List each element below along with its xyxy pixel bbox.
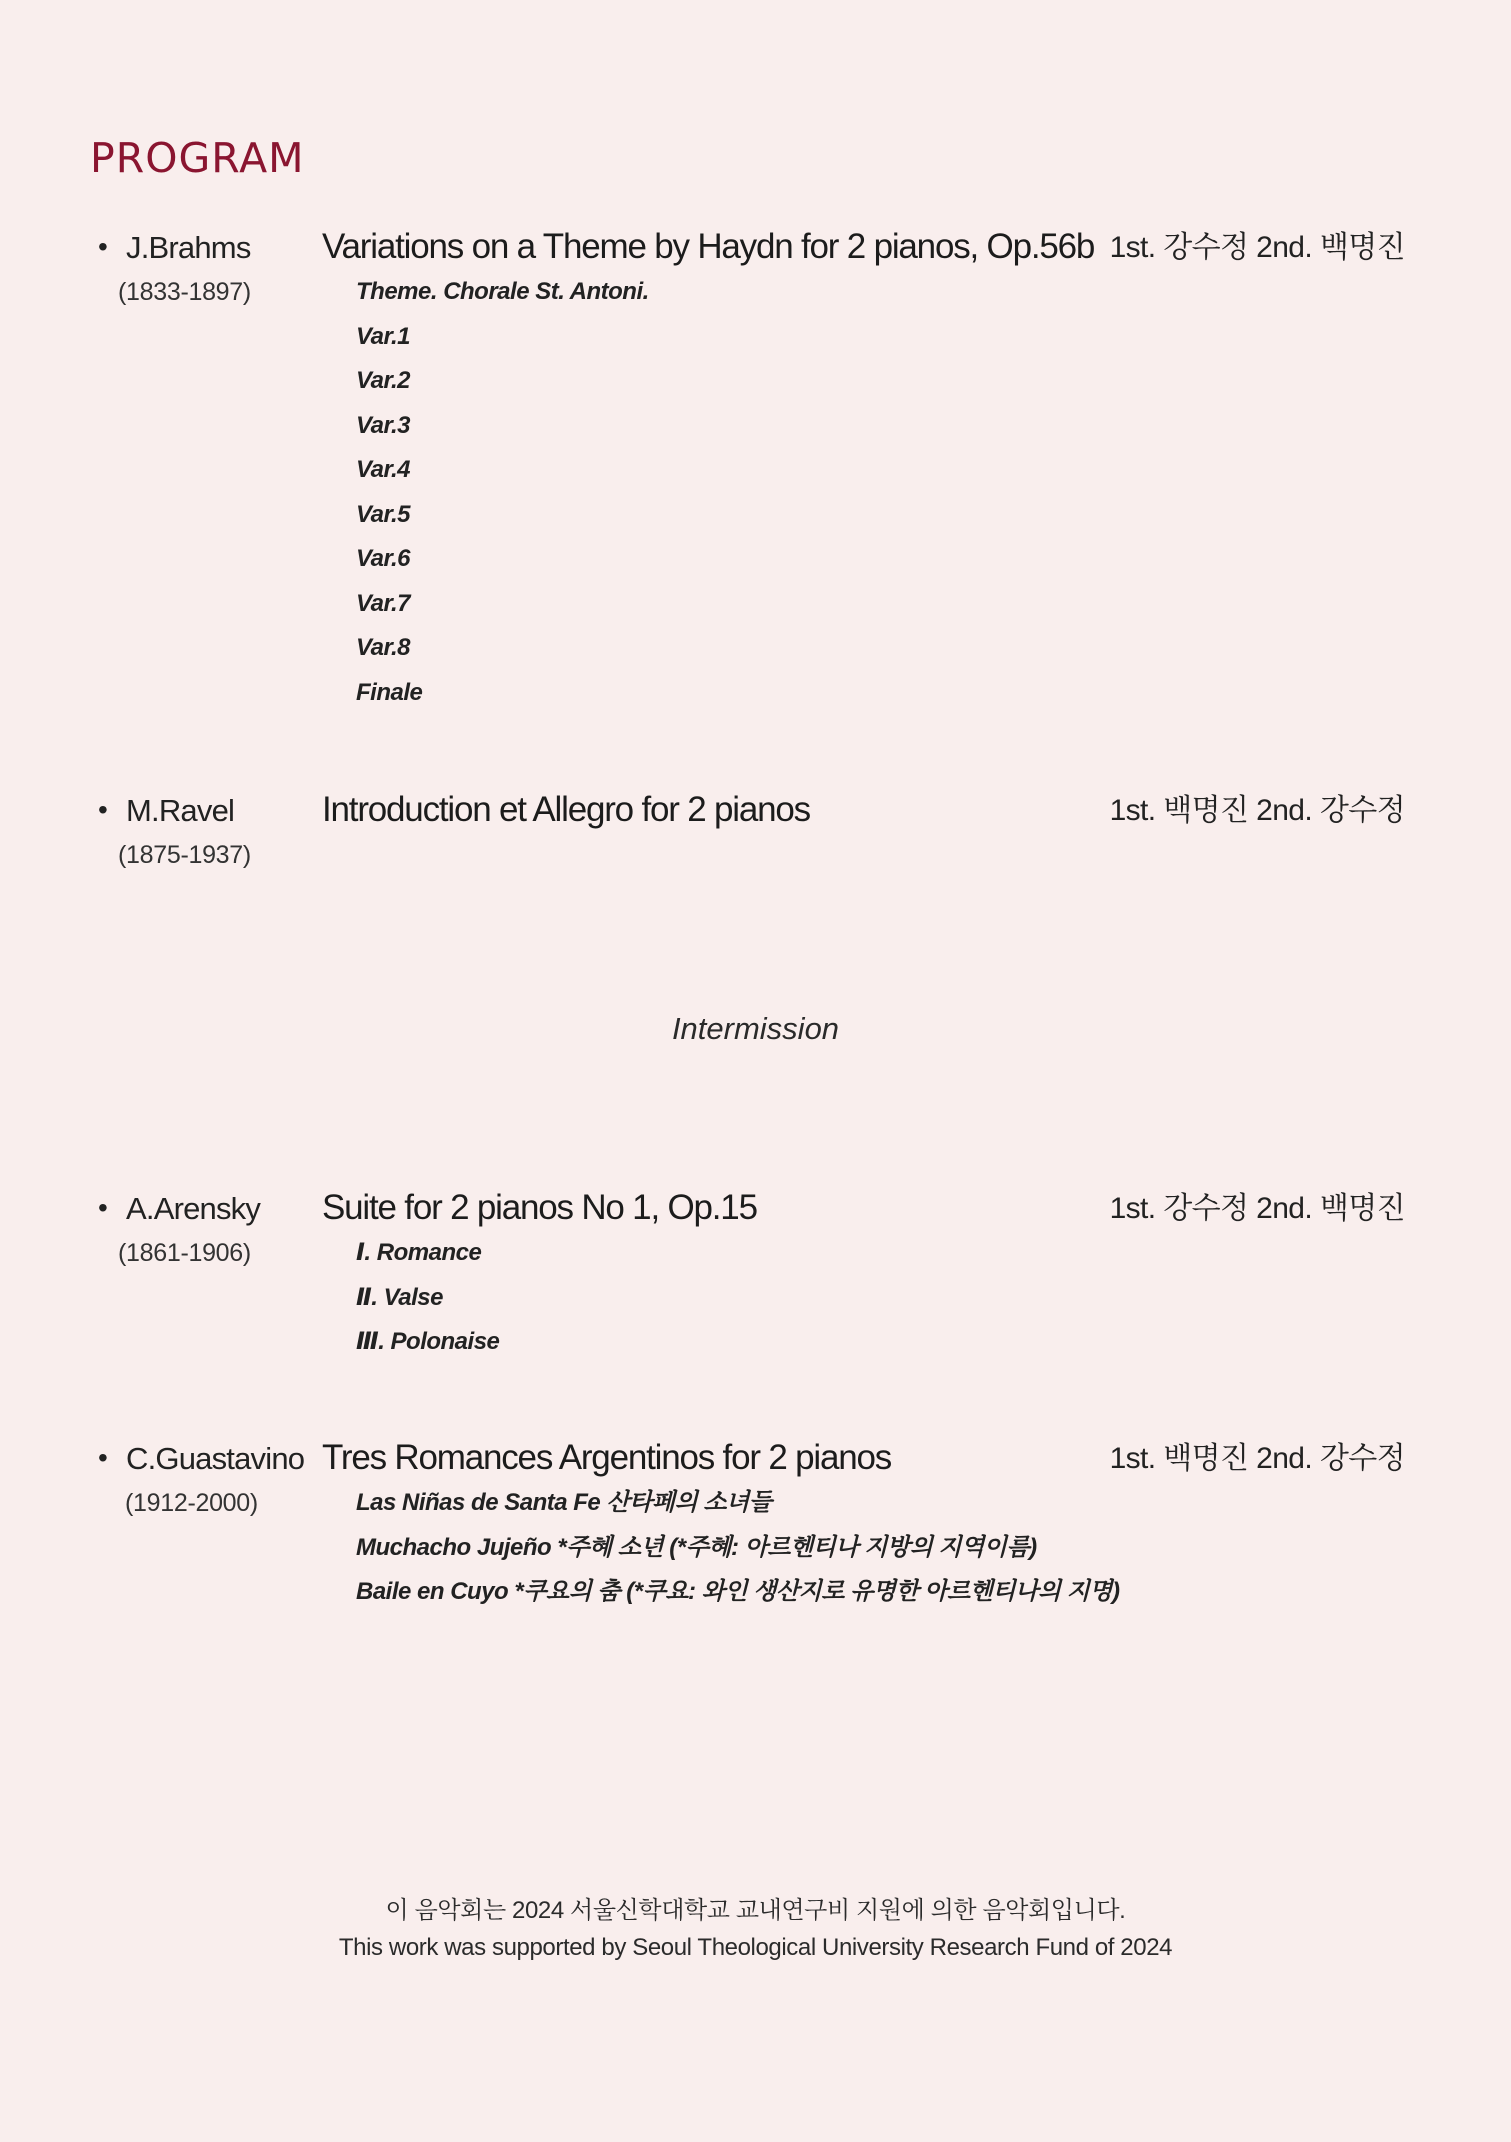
bullet: • <box>98 1192 108 1223</box>
movement-item: Ⅰ. Romance <box>356 1239 482 1266</box>
footer-english: This work was supported by Seoul Theological University Research Fund of 2024 <box>338 1934 1173 1961</box>
bullet: • <box>98 794 108 825</box>
performers: 1st. 백명진 2nd. 강수정 <box>1109 1442 1405 1475</box>
composer-years: (1912-2000) <box>125 1489 258 1517</box>
movement-item: Var.5 <box>356 500 410 528</box>
movement-item: Var.3 <box>356 411 410 439</box>
composer-years: (1833-1897) <box>118 278 251 306</box>
composer-name: C.Guastavino <box>126 1441 305 1476</box>
performers: 1st. 강수정 2nd. 백명진 <box>1109 231 1405 264</box>
program-heading: PROGRAM <box>90 134 305 182</box>
piece-title: Suite for 2 pianos No 1, Op.15 <box>322 1188 757 1227</box>
composer-years: (1875-1937) <box>118 841 251 869</box>
composer-name: J.Brahms <box>126 230 251 265</box>
composer-name: A.Arensky <box>126 1191 261 1226</box>
movement-item: Var.1 <box>356 322 410 350</box>
footer-korean: 이 음악회는 2024 서울신학대학교 교내연구비 지원에 의한 음악회입니다. <box>385 1897 1126 1924</box>
performers: 1st. 백명진 2nd. 강수정 <box>1109 794 1405 827</box>
movement-item: Var.2 <box>356 367 410 394</box>
composer-years: (1861-1906) <box>118 1239 251 1267</box>
movement-item: Las Niñas de Santa Fe 산타페의 소녀들 <box>356 1489 772 1516</box>
movement-item: Ⅱ. Valse <box>356 1283 443 1311</box>
movement-item: Muchacho Jujeño *주혜 소년 (*주혜: 아르헨티나 지방의 지역이름) <box>356 1533 1037 1561</box>
movement-item: Theme. Chorale St. Antoni. <box>356 278 649 305</box>
movement-item: Var.8 <box>356 634 410 661</box>
intermission-label: Intermission <box>671 1011 840 1046</box>
bullet: • <box>98 231 108 262</box>
composer-name: M.Ravel <box>126 793 235 828</box>
movement-item: Var.4 <box>356 456 410 483</box>
movement-item: Baile en Cuyo *쿠요의 춤 (*쿠요: 와인 생산지로 유명한 아르헨티나의 지명) <box>356 1578 1120 1605</box>
bullet: • <box>98 1442 108 1473</box>
piece-title: Variations on a Theme by Haydn for 2 pianos, Op.56b <box>322 227 1095 266</box>
movement-item: Finale <box>356 678 423 706</box>
performers: 1st. 강수정 2nd. 백명진 <box>1109 1192 1405 1225</box>
movement-list <box>356 1238 499 1372</box>
movement-list <box>356 1488 1119 1622</box>
piece-title: Tres Romances Argentinos for 2 pianos <box>322 1438 892 1477</box>
movement-item: Var.6 <box>356 545 410 572</box>
piece-title: Introduction et Allegro for 2 pianos <box>322 790 810 829</box>
movement-item: Ⅲ. Polonaise <box>356 1328 500 1355</box>
movement-item: Var.7 <box>356 589 410 617</box>
movement-list <box>356 277 649 722</box>
